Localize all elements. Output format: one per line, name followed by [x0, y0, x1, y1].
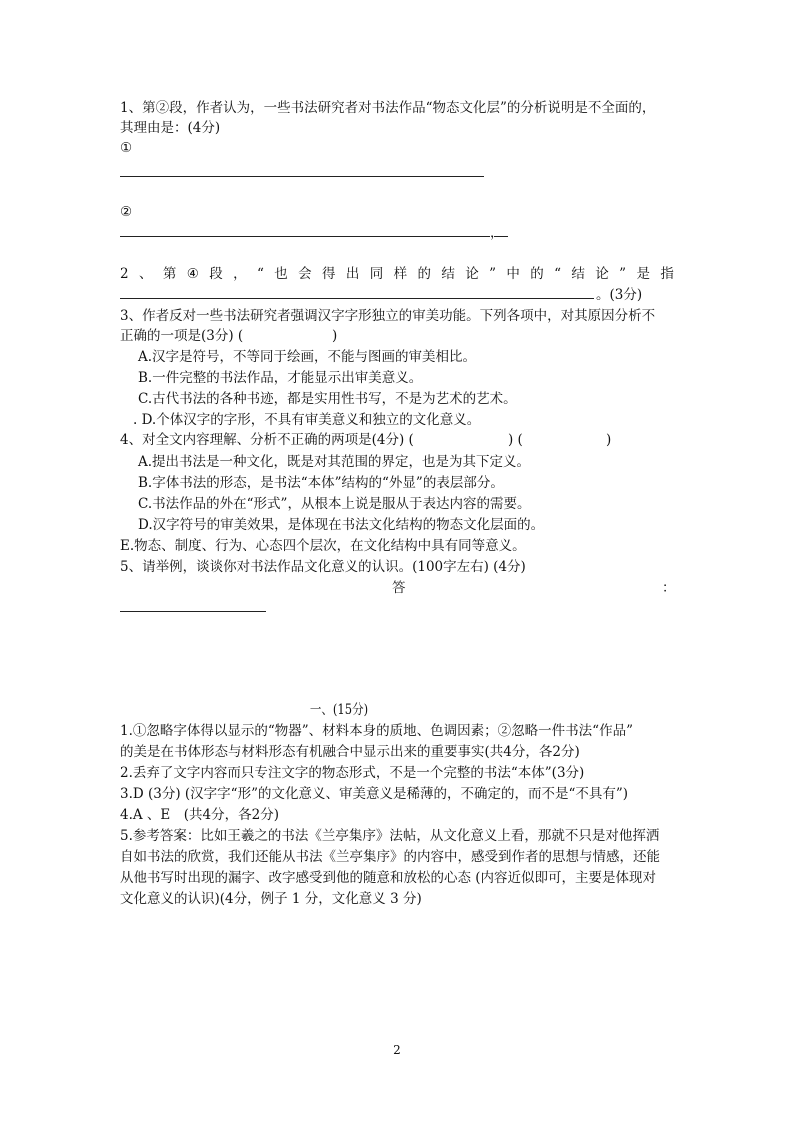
answer-line: 3.D (3分) (汉字字“形”的文化意义、审美意义是稀薄的，不确定的，而不是“不具有”): [120, 786, 629, 802]
q2-char: 的: [417, 266, 431, 282]
page-number: 2: [393, 1043, 401, 1057]
q3-line1: 3、作者反对一些书法研究者强调汉字字形独立的审美功能。下列各项中，对其原因分析不: [120, 308, 656, 324]
q1-line2-tail: ，: [490, 225, 504, 241]
q4-option-a: A.提出书法是一种文化，既是对其范围的界定，也是为其下定义。: [138, 454, 531, 470]
answer-line: 1.①忽略字体得以显示的“物器”、材料本身的质地、色调因素；②忽略一件书法“作品”: [120, 723, 633, 739]
q1-answer-line-2-tail: [494, 236, 508, 237]
q1-line1: 1、第②段，作者认为，一些书法研究者对书法作品“物态文化层”的分析说明是不全面的，: [120, 100, 656, 116]
q4-mid-paren: ) (: [508, 432, 523, 448]
q2-char: 同: [369, 266, 384, 282]
q4-line: 4、对全文内容理解、分析不正确的两项是(4分) (: [120, 432, 414, 448]
q2-char: 会: [298, 266, 312, 282]
q2-char: 、: [138, 266, 153, 282]
answer-line: 自如书法的欣赏，我们还能从书法《兰亭集序》的内容中，感受到作者的思想与情感，还能: [120, 849, 660, 865]
q2-char: 指: [660, 266, 674, 282]
q1-line2: 其理由是：(4分): [120, 120, 221, 136]
q1-answer-line-1: [120, 176, 484, 177]
q2-char: 出: [345, 266, 360, 282]
q2-answer-line: [120, 298, 594, 299]
q2-char: 得: [321, 266, 336, 282]
answer-line: 的美是在书体形态与材料形态有机融合中显示出来的重要事实(共4分，各2分): [120, 744, 580, 760]
q3-option-b: B.一件完整的书法作品，才能显示出审美意义。: [138, 370, 423, 386]
q1-marker-2: ②: [120, 204, 133, 220]
q2-char: 样: [393, 266, 408, 282]
q1-answer-line-2: [120, 236, 490, 237]
q5-answer-line: [120, 611, 266, 612]
q4-close-paren: ): [606, 432, 612, 448]
q1-marker-1: ①: [120, 140, 133, 156]
q2-char: 2: [120, 266, 129, 282]
q2-char: 是: [636, 266, 650, 282]
q3-close-paren: ): [332, 328, 338, 344]
answer-line: 从他书写时出现的漏字、改字感受到他的随意和放松的心态 (内容近似即可，主要是体现对: [120, 870, 657, 886]
answer-line: 4.A 、E (共4分，各2分): [120, 807, 279, 823]
answer-line: 文化意义的认识)(4分，例子 1 分，文化意义 3 分): [120, 891, 422, 907]
answer-line: 2.丢弃了文字内容而只专注文字的物态形式，不是一个完整的书法“本体”(3分): [120, 765, 585, 781]
q4-option-c: C.书法作品的外在“形式”，从根本上说是服从于表达内容的需要。: [138, 496, 531, 512]
q2-score: 。(3分): [596, 287, 643, 303]
q3-line2: 正确的一项是(3分) (: [120, 328, 244, 344]
q2-char: 中: [506, 266, 520, 282]
answer-line: 5.参考答案：比如王羲之的书法《兰亭集序》法帖，从文化意义上看，那就不只是对他挥洒: [120, 828, 660, 844]
q2-char: 段: [209, 266, 223, 282]
q2-char: ，: [233, 266, 247, 282]
q4-option-e: E.物态、制度、行为、心态四个层次，在文化结构中具有同等意义。: [120, 538, 526, 554]
q4-option-b: B.字体书法的形态，是书法“本体”结构的“外显”的表层部分。: [138, 475, 504, 491]
q2-line: [120, 265, 674, 283]
q4-option-d: D.汉字符号的审美效果，是体现在书法文化结构的物态文化层面的。: [138, 517, 545, 533]
q2-char: ④: [186, 266, 199, 282]
q3-option-c: C.古代书法的各种书迹，都是实用性书写，不是为艺术的艺术。: [138, 391, 517, 407]
q2-char: 论: [465, 266, 479, 282]
q2-char: 也: [274, 266, 288, 282]
q3-option-a: A.汉字是符号，不等同于绘画，不能与图画的审美相比。: [138, 349, 477, 365]
q2-char: 结: [441, 266, 455, 282]
q2-char: “: [256, 266, 264, 282]
q2-char: ”: [619, 266, 627, 282]
q5-line: 5、请举例，谈谈你对书法作品文化意义的认识。(100字左右) (4分): [120, 559, 526, 575]
q2-char: 第: [162, 266, 177, 282]
q5-answer-label: 答: [392, 580, 406, 596]
q2-char: “: [554, 266, 562, 282]
q2-char: ”: [489, 266, 497, 282]
q5-colon: ：: [662, 580, 676, 596]
q3-option-d: . D.个体汉字的字形，不具有审美意义和独立的文化意义。: [133, 412, 481, 428]
answers-heading: 一、(15分): [309, 702, 369, 718]
q2-char: 的: [530, 266, 544, 282]
q2-char: 论: [595, 266, 609, 282]
q2-char: 结: [571, 266, 585, 282]
